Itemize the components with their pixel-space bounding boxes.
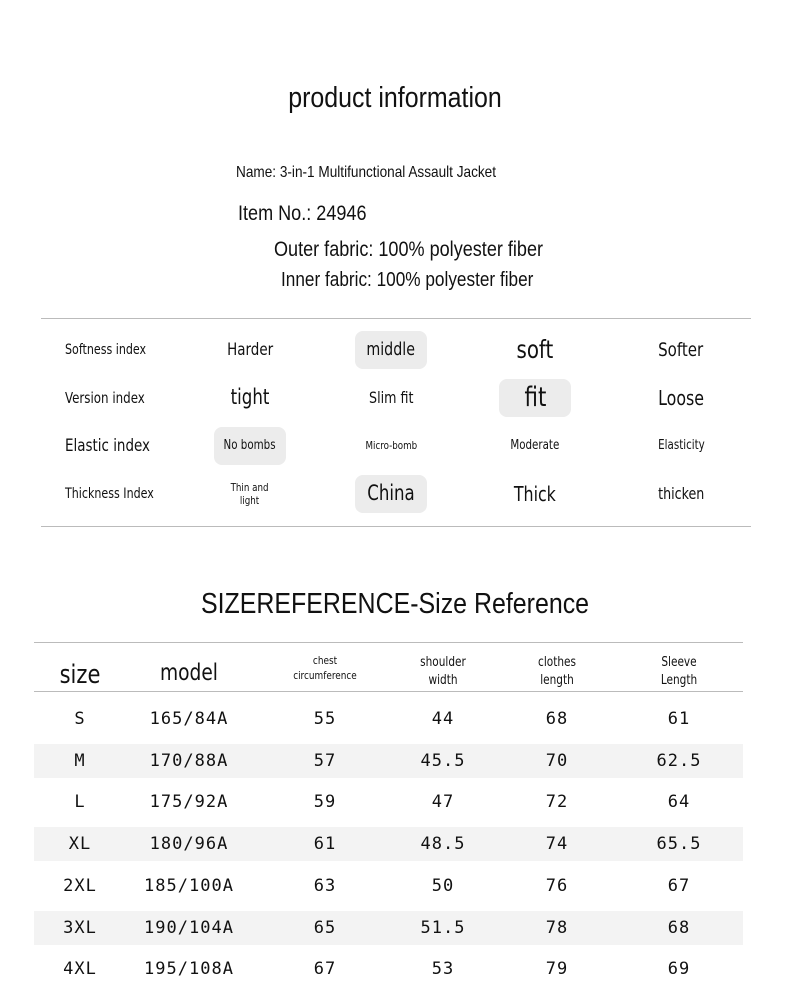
table-cell: 68 (667, 918, 691, 938)
table-row (34, 702, 743, 736)
table-header-4: clothes length (538, 655, 576, 688)
table-cell: 70 (545, 751, 569, 771)
table-cell: XL (68, 834, 92, 854)
table-cell: 59 (313, 792, 337, 812)
table-header-0: size (59, 660, 101, 690)
divider-bottom (41, 526, 751, 527)
index-option (355, 427, 427, 465)
index-option-selected (499, 379, 571, 417)
table-cell: 76 (545, 876, 569, 896)
table-cell: 3XL (63, 918, 97, 938)
table-cell: 65.5 (656, 834, 702, 854)
index-option-text: soft (516, 335, 554, 364)
index-option-selected (214, 427, 286, 465)
table-cell: 47 (431, 792, 455, 812)
index-option-text: middle (366, 339, 416, 361)
index-option (499, 331, 571, 369)
table-header-5: Sleeve Length (660, 655, 698, 688)
table-cell: 45.5 (420, 751, 466, 771)
index-option (645, 475, 717, 513)
table-header-2: chest circumference (293, 654, 357, 682)
table-row (34, 744, 743, 778)
outer-fabric: Outer fabric: 100% polyester fiber (274, 238, 544, 261)
index-option (499, 475, 571, 513)
index-option (645, 331, 717, 369)
table-cell: 57 (313, 751, 337, 771)
size-reference-title: SIZEREFERENCE-Size Reference (200, 588, 590, 620)
table-cell: 51.5 (420, 918, 466, 938)
index-option-selected (355, 475, 427, 513)
index-option-selected (355, 331, 427, 369)
index-label: Elastic index (65, 436, 151, 456)
index-option (214, 379, 286, 417)
table-cell: M (74, 751, 86, 771)
index-label: Softness index (65, 342, 147, 358)
index-option-text: China (367, 481, 415, 506)
index-option-text: Softer (658, 338, 704, 361)
table-cell: 69 (667, 959, 691, 979)
table-cell: 170/88A (149, 751, 229, 771)
table-row (34, 869, 743, 903)
index-label: Version index (65, 389, 145, 407)
item-number: Item No.: 24946 (238, 202, 367, 225)
table-row (34, 827, 743, 861)
table-row (34, 911, 743, 945)
index-option-text: Harder (226, 339, 274, 360)
index-option-text: Thin and light (231, 480, 269, 507)
table-cell: 62.5 (656, 751, 702, 771)
table-cell: 61 (667, 709, 691, 729)
table-cell: 50 (431, 876, 455, 896)
table-cell: 2XL (63, 876, 97, 896)
index-option (214, 475, 286, 513)
product-name: Name: 3-in-1 Multifunctional Assault Jacket (236, 164, 497, 181)
inner-fabric: Inner fabric: 100% polyester fiber (281, 269, 534, 291)
table-cell: 67 (667, 876, 691, 896)
table-cell: 53 (431, 959, 455, 979)
index-option (499, 427, 571, 465)
index-option-text: fit (524, 381, 546, 413)
table-cell: 78 (545, 918, 569, 938)
table-row (34, 785, 743, 819)
table-cell: 195/108A (144, 959, 234, 979)
page-title: product information (288, 82, 502, 114)
table-cell: 180/96A (149, 834, 229, 854)
table-row (34, 952, 743, 986)
table-cell: 61 (313, 834, 337, 854)
divider-top (41, 318, 751, 319)
table-cell: 79 (545, 959, 569, 979)
index-option (214, 331, 286, 369)
index-option-text: Thick (514, 482, 556, 506)
index-option (645, 427, 717, 465)
table-cell: 190/104A (144, 918, 234, 938)
index-option-text: Moderate (510, 438, 560, 454)
index-option-text: Loose (658, 386, 704, 410)
table-cell: 165/84A (149, 709, 229, 729)
index-option-text: thicken (657, 484, 705, 504)
table-cell: S (74, 709, 86, 729)
table-cell: 175/92A (149, 792, 229, 812)
table-cell: 4XL (63, 959, 97, 979)
index-option-text: Micro-bomb (365, 439, 417, 453)
table-cell: 48.5 (420, 834, 466, 854)
index-option-text: Elasticity (657, 438, 705, 454)
table-cell: 64 (667, 792, 691, 812)
table-top-rule (34, 642, 743, 643)
table-cell: 68 (545, 709, 569, 729)
index-option-text: tight (230, 385, 270, 410)
index-option (645, 379, 717, 417)
table-cell: L (74, 792, 86, 812)
index-label: Thickness Index (65, 486, 154, 502)
table-header-1: model (159, 660, 218, 686)
table-cell: 55 (313, 709, 337, 729)
index-option-text: No bombs (223, 438, 277, 454)
table-cell: 63 (313, 876, 337, 896)
table-cell: 44 (431, 709, 455, 729)
index-option (355, 379, 427, 417)
index-option-text: Slim fit (368, 388, 414, 408)
table-cell: 185/100A (144, 876, 234, 896)
table-cell: 67 (313, 959, 337, 979)
table-cell: 74 (545, 834, 569, 854)
table-cell: 65 (313, 918, 337, 938)
table-cell: 72 (545, 792, 569, 812)
table-header-3: shoulder width (420, 655, 466, 688)
